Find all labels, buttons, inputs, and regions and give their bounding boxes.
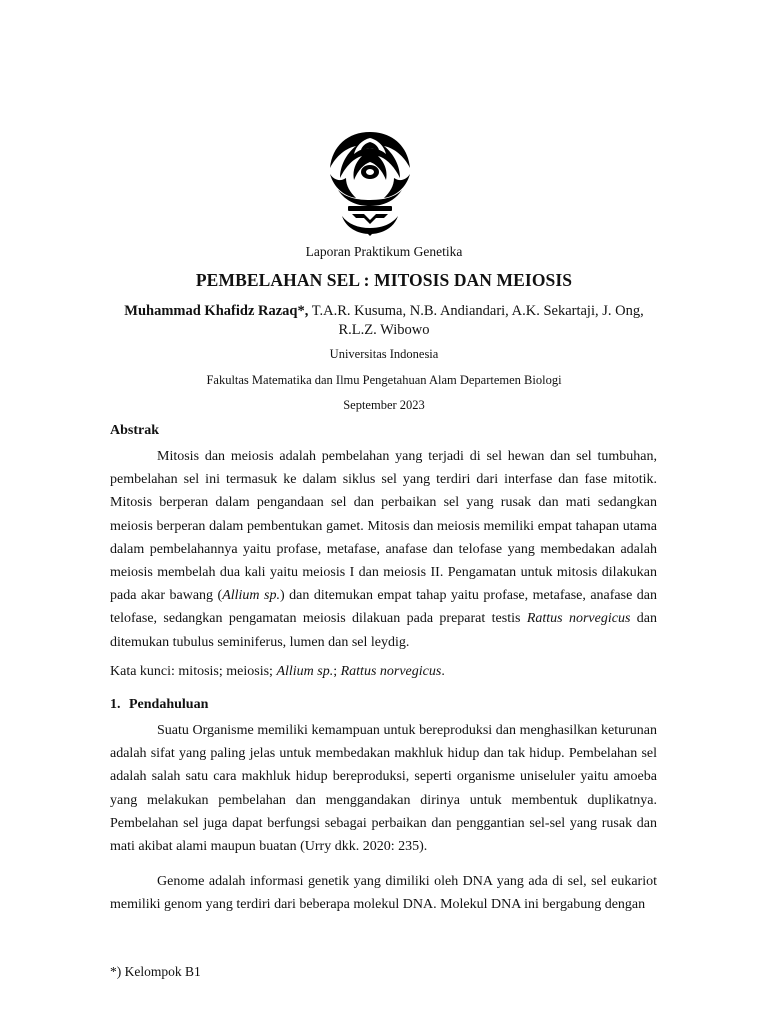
section-title: Pendahuluan	[129, 697, 209, 712]
abstract-text	[110, 445, 657, 654]
keywords-prefix: Kata kunci: mitosis; meiosis;	[110, 664, 277, 679]
author-list	[110, 302, 658, 340]
paper-title: PEMBELAHAN SEL : MITOSIS DAN MEIOSIS	[195, 270, 573, 290]
species-name: Rattus norvegicus	[526, 611, 631, 627]
report-type: Laporan Praktikum Genetika	[305, 244, 463, 259]
footnote: *) Kelompok B1	[110, 964, 201, 979]
abstract-text-part: ) dan ditemukan empat tahap yaitu profase, metafase, anafase dan telofase, sedangkan pengamatan meiosis dilakuan pada preparat testis	[110, 588, 658, 627]
faculty-name: Fakultas Matematika dan Ilmu Pengetahuan Alam Departemen Biologi	[206, 373, 562, 387]
keyword-species: Rattus norvegicus	[340, 664, 442, 679]
lead-author: Muhammad Khafidz Razaq*,	[124, 303, 309, 319]
keywords	[110, 664, 445, 680]
abstract-text-part: dan ditemukan tubulus seminiferus, lumen dan sel leydig.	[110, 611, 657, 650]
body-paragraph: Genome adalah informasi genetik yang dimiliki oleh DNA yang ada di sel, sel eukariot memiliki genom yang terdiri dari beberapa molekul DNA. Molekul DNA ini bergabung dengan	[110, 874, 657, 913]
abstract-text-part: Mitosis dan meiosis adalah pembelahan yang terjadi di sel hewan dan sel tumbuhan, pembelahan sel ini termasuk ke dalam siklus sel yang terdiri dari interfase dan fase mitotik. Mitosis berperan dalam pengandaan sel dan perbaikan sel yang rusak dan mati sedangkan meiosis berperan dalam pembentukan gamet. Mitosis dan meiosis memiliki empat tahapan utama dalam pembelahannya yaitu profase, metafase, anafase dan telofase yang membedakan adalah meiosis membelah dua kali yaitu meiosis I dan meiosis II. Pengamatan untuk mitosis dilakukan pada akar bawang (	[110, 449, 657, 604]
keyword-species: Allium sp.	[276, 664, 334, 679]
university-name: Universitas Indonesia	[329, 347, 439, 361]
body-paragraph: Suatu Organisme memiliki kemampuan untuk bereproduksi dan menghasilkan keturunan adalah sifat yang paling jelas untuk membedakan makhluk hidup dan tak hidup. Pembelahan sel adalah salah satu cara makhluk hidup bereproduksi, seperti organisme uniseluler yaitu amoeba yang melakukan pembelahan dan menggandakan dirinya untuk membentuk duplikatnya. Pembelahan sel juga dapat berfungsi sebagai perbaikan dan penggantian sel-sel yang rusak dan mati akibat alami maupun buatan (Urry dkk. 2020: 235).	[110, 723, 657, 855]
section-heading	[110, 697, 208, 713]
section-number: 1.	[110, 697, 121, 712]
keyword-suffix: .	[441, 664, 445, 679]
publication-date: September 2023	[343, 398, 425, 412]
keyword-separator: ;	[333, 664, 341, 679]
abstract-heading: Abstrak	[110, 423, 160, 438]
university-logo	[328, 128, 412, 238]
species-name: Allium sp.	[222, 588, 280, 604]
coauthors: T.A.R. Kusuma, N.B. Andiandari, A.K. Sekartaji, J. Ong, R.L.Z. Wibowo	[308, 303, 644, 338]
